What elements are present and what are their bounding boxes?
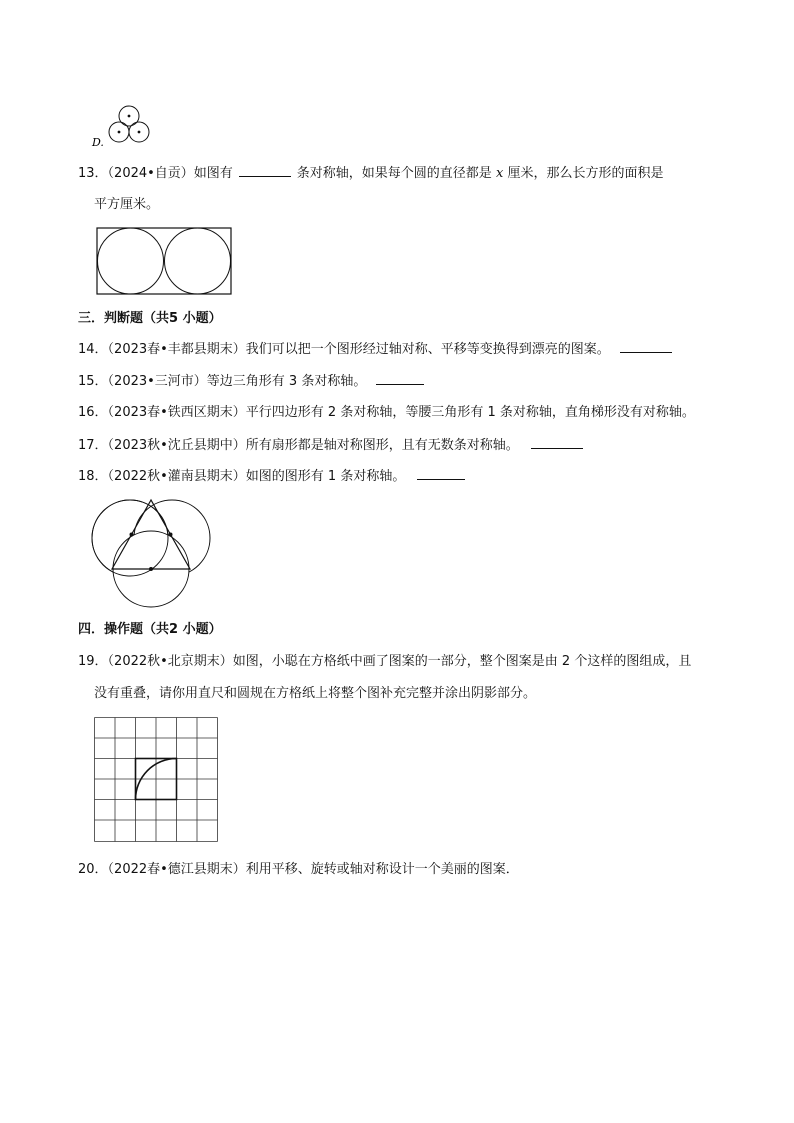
center-dot: [138, 131, 141, 134]
q20: 20．（2022春•德江县期末）利用平移、旋转或轴对称设计一个美丽的图案．: [78, 862, 519, 877]
grid-lines: [95, 718, 218, 842]
q13-answer-blank[interactable]: [239, 164, 291, 177]
q13-line1: [78, 164, 663, 183]
q13-suffix: 厘米，那么长方形的面积是: [507, 166, 664, 181]
q15-answer-blank[interactable]: [376, 372, 424, 385]
q16: [78, 404, 695, 422]
left-circle: [98, 228, 164, 294]
section3-title: 三．判断题（共5 小题）: [78, 311, 222, 326]
center-dot: [128, 115, 131, 118]
midpoint-dot: [169, 533, 173, 537]
midpoint-dot: [149, 567, 153, 571]
q13-middle: 条对称轴，如果每个圆的直径都是: [296, 166, 492, 181]
q13-prefix: 13．（2024•自贡）如图有: [78, 166, 233, 181]
q18: [78, 467, 471, 486]
center-dot: [118, 131, 121, 134]
q15: [78, 372, 430, 391]
q13-variable: x: [495, 166, 504, 181]
rectangle-two-circles-figure: [96, 226, 236, 296]
q13-line2-text: 平方厘米。: [94, 197, 160, 212]
midpoint-dot: [130, 533, 134, 537]
q14-answer-blank[interactable]: [620, 340, 672, 353]
right-circle: [165, 228, 231, 294]
q17-answer-blank[interactable]: [531, 436, 583, 449]
q19-line1: 19．（2022秋•北京期末）如图，小聪在方格纸中画了图案的一部分，整个图案是由 2 个这样的图组成，且: [78, 654, 692, 669]
q16-text: 16．（2023春•铁西区期末）平行四边形有 2 条对称轴，等腰三角形有 1 条对称轴，直角梯形没有对称轴。: [78, 405, 695, 420]
option-d-label: D.: [92, 136, 104, 149]
triangle-circles-figure: [92, 494, 212, 606]
grid-paper[interactable]: [94, 717, 220, 843]
q19-line2: 没有重叠，请你用直尺和圆规在方格纸上将整个图补充完整并涂出阴影部分。: [94, 686, 537, 701]
q15-text: 15．（2023•三河市）等边三角形有 3 条对称轴。: [78, 374, 367, 389]
q17: [78, 436, 589, 455]
option-d-figure: [90, 100, 160, 150]
q18-text: 18．（2022秋•灌南县期末）如图的图形有 1 条对称轴。: [78, 469, 406, 484]
q17-text: 17．（2023秋•沈丘县期中）所有扇形都是轴对称图形，且有无数条对称轴。: [78, 438, 519, 453]
q14: [78, 340, 678, 359]
q18-answer-blank[interactable]: [417, 467, 465, 480]
q13-line2: [94, 196, 159, 214]
q14-text: 14．（2023春•丰都县期末）我们可以把一个图形经过轴对称、平移等变换得到漂亮的图案。: [78, 342, 610, 357]
section4-title: 四．操作题（共2 小题）: [78, 622, 222, 637]
